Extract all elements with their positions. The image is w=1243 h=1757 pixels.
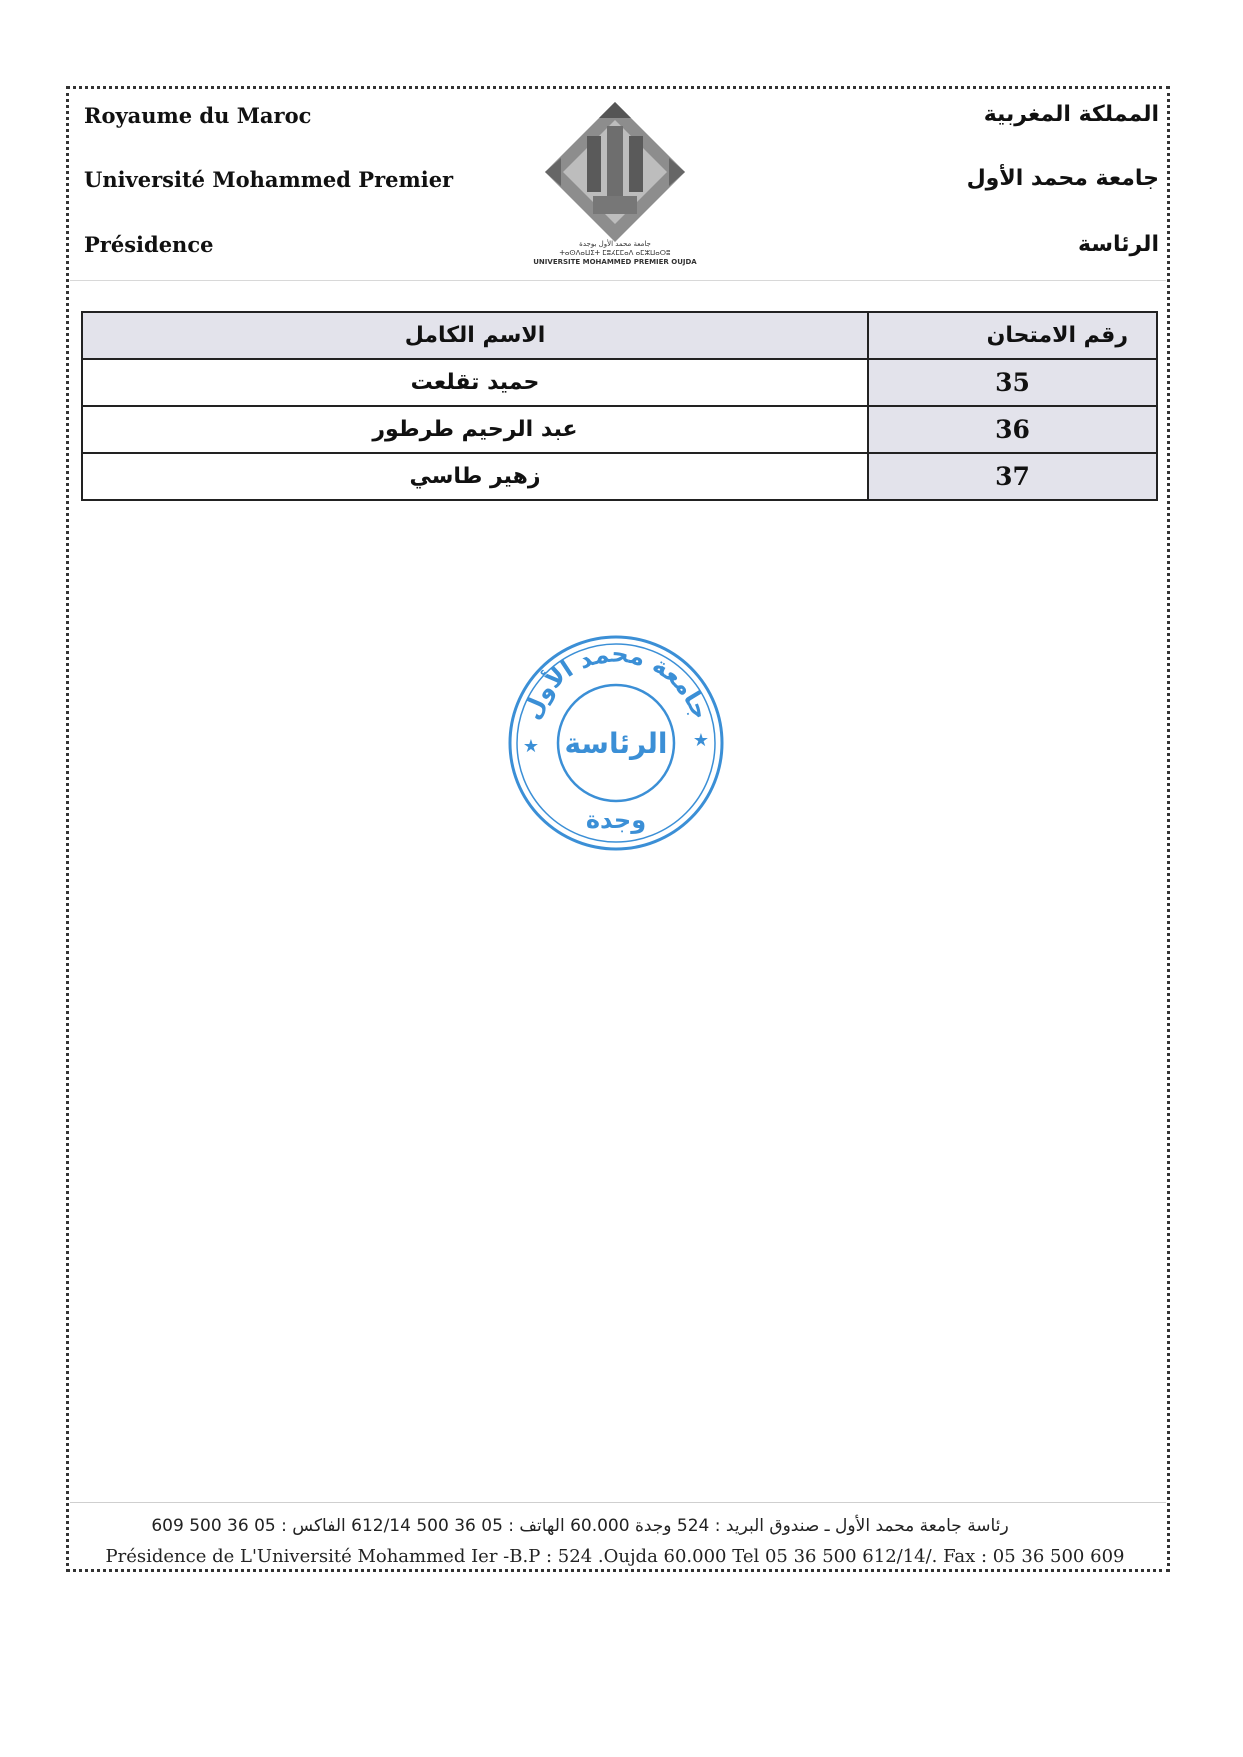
star-icon: ★ [522,736,540,757]
header-ar-university: جامعة محمد الأول [966,166,1159,191]
header-fr-presidency: Présidence [84,232,214,257]
stamp-outer-text: جامعة محمد الأول [517,639,715,724]
footer-address-ar: رئاسة جامعة محمد الأول ـ صندوق البريد : 524 وجدة 60.000 الهاتف : 05 36 500 612/14 الفاكس : 05 36 500 609 [151,1516,1009,1536]
exam-number-cell: 37 [868,453,1157,500]
table-header-row [82,312,1157,359]
header-ar-presidency: الرئاسة [1078,232,1159,257]
full-name-cell: عبد الرحيم طرطور [82,406,868,453]
logo-caption-ar: جامعة محمد الأول بوجدة [579,240,651,248]
header-fr-kingdom: Royaume du Maroc [84,103,312,128]
stamp-center-text: الرئاسة [564,727,668,760]
stamp-bottom-text: وجدة [585,806,647,834]
header-divider [70,280,1166,281]
footer-address-fr: Présidence de L'Université Mohammed Ier -B.P : 524 .Oujda 60.000 Tel 05 36 500 612/14/. Fax : 05 36 500 609 [105,1546,1125,1567]
exam-number-cell: 36 [868,406,1157,453]
table-row [82,453,1157,500]
header-exam-number: رقم الامتحان [868,312,1157,359]
header-full-name: الاسم الكامل [82,312,868,359]
official-stamp [505,632,727,854]
header-ar-kingdom: المملكة المغربية [983,102,1159,127]
header-fr-university: Université Mohammed Premier [84,167,454,192]
star-icon: ★ [692,730,710,751]
full-name-cell: زهير طاسي [82,453,868,500]
exam-roster-table [81,311,1158,501]
table-row [82,359,1157,406]
logo-caption-fr: UNIVERSITE MOHAMMED PREMIER OUJDA [533,258,697,266]
logo-caption [520,240,710,267]
footer-divider [70,1502,1166,1503]
logo-caption-tifinagh: ⵜⴰⵙⴷⴰⵡⵉⵜ ⵎⵓⵃⵎⵎⴰⴷ ⴰⵎⵣⵡⴰⵔⵓ [559,249,671,257]
full-name-cell: حميد تقلعت [82,359,868,406]
table-row [82,406,1157,453]
exam-number-cell: 35 [868,359,1157,406]
